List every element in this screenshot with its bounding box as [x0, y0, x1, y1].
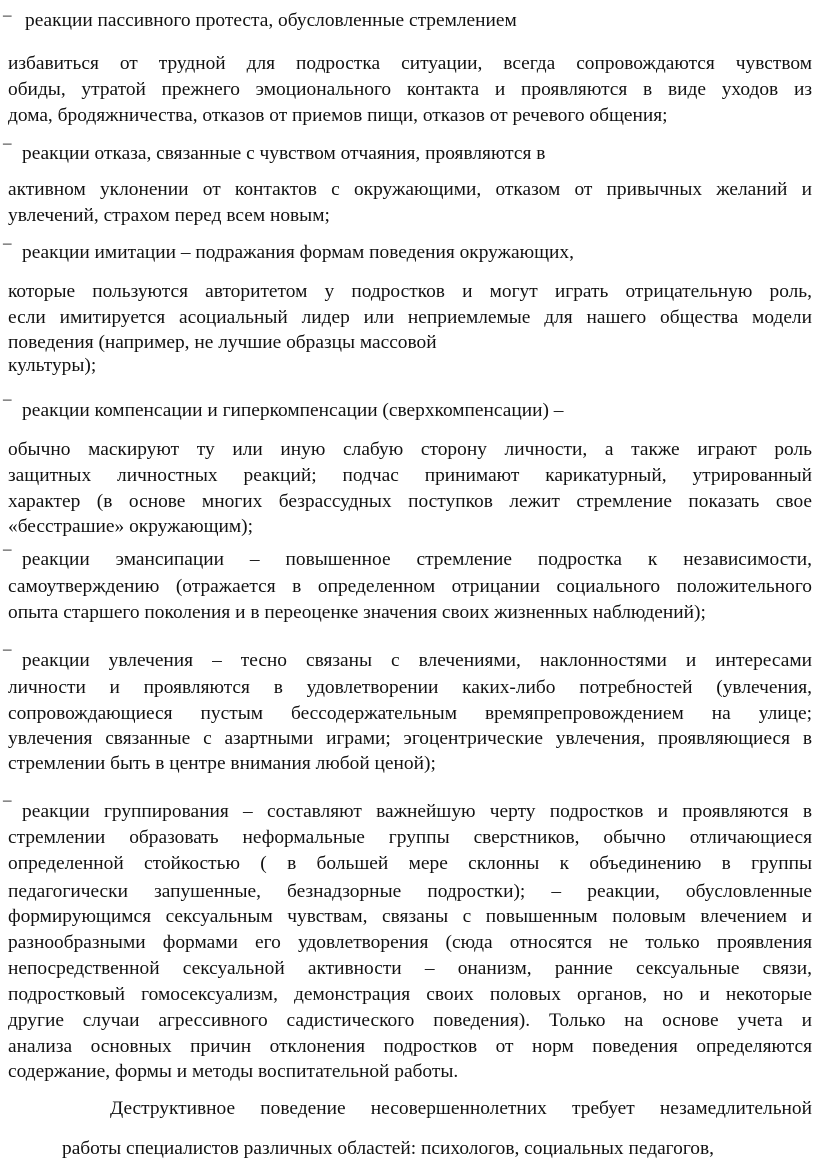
text-line: самоутверждению (отражается в определенном отрицании социального положительного [8, 576, 812, 597]
text-line: увлечений, страхом перед всем новым; [8, 205, 330, 226]
text-line: поведения (например, не лучшие образцы массовой [8, 332, 437, 353]
text-line: которые пользуются авторитетом у подростков и могут играть отрицательную роль, [8, 281, 812, 302]
item-lead-line: реакции группирования – составляют важнейшую черту подростков и проявляются в [22, 801, 812, 822]
text-line: если имитируется асоциальный лидер или неприемлемые для нашего общества модели [8, 307, 812, 328]
text-line: стремлении быть в центре внимания любой ценой); [8, 753, 436, 774]
bullet-dash: – [3, 539, 12, 558]
text-line: формирующимся сексуальным чувствам, связаны с повышенным половым влечением и [8, 906, 812, 927]
text-line: другие случаи агрессивного садистического поведения). Только на основе учета и [8, 1010, 812, 1031]
text-line: стремлении образовать неформальные группы сверстников, обычно отличающиеся [8, 827, 812, 848]
text-line: обиды, утратой прежнего эмоционального контакта и проявляются в виде уходов из [8, 79, 812, 100]
bullet-dash: – [3, 790, 12, 809]
item-lead-line: реакции имитации – подражания формам поведения окружающих, [22, 242, 574, 263]
text-line: «бесстрашие» окружающим); [8, 516, 253, 537]
text-line: избавиться от трудной для подростка ситуации, всегда сопровождаются чувством [8, 53, 812, 74]
text-line: обычно маскируют ту или иную слабую сторону личности, а также играют роль [8, 439, 812, 460]
item-lead-line: реакции увлечения – тесно связаны с влечениями, наклонностями и интересами [22, 650, 812, 671]
text-line: активном уклонении от контактов с окружающими, отказом от привычных желаний и [8, 179, 812, 200]
bullet-dash: – [3, 133, 12, 152]
text-line: увлечения связанные с азартными играми; эгоцентрические увлечения, проявляющиеся в [8, 728, 812, 749]
bullet-dash: – [3, 639, 12, 658]
bullet-dash: – [3, 233, 12, 252]
item-lead-line: реакции отказа, связанные с чувством отчаяния, проявляются в [22, 143, 546, 164]
text-line: содержание, формы и методы воспитательной работы. [8, 1061, 459, 1082]
text-line: характер (в основе многих безрассудных поступков лежит стремление показать свое [8, 491, 812, 512]
paragraph-line: работы специалистов различных областей: психологов, социальных педагогов, [62, 1138, 715, 1159]
text-line: культуры); [8, 355, 97, 376]
item-lead-line: реакции компенсации и гиперкомпенсации (сверхкомпенсации) – [22, 400, 564, 421]
text-line: сопровождающиеся пустым бессодержательным времяпрепровождением на улице; [8, 703, 812, 724]
item-lead-line: реакции пассивного протеста, обусловленные стремлением [25, 10, 517, 31]
text-line: защитных личностных реакций; подчас принимают карикатурный, утрированный [8, 465, 812, 486]
text-line: разнообразными формами его удовлетворения (сюда относятся не только проявления [8, 932, 812, 953]
text-line: опыта старшего поколения и в переоценке значения своих жизненных наблюдений); [8, 602, 706, 623]
item-lead-line: реакции эмансипации – повышенное стремление подростка к независимости, [22, 549, 812, 570]
bullet-dash: – [3, 389, 12, 408]
text-line: непосредственной сексуальной активности – онанизм, ранние сексуальные связи, [8, 958, 812, 979]
text-line: личности и проявляются в удовлетворении каких-либо потребностей (увлечения, [8, 677, 812, 698]
text-line: определенной стойкостью ( в большей мере склонны к объединению в группы [8, 853, 812, 874]
paragraph-first-line: Деструктивное поведение несовершеннолетних требует незамедлительной [110, 1098, 812, 1119]
text-line: анализа основных причин отклонения подростков от норм поведения определяются [8, 1036, 812, 1057]
bullet-dash: – [3, 5, 12, 24]
text-line: педагогически запушенные, безнадзорные подростки); – реакции, обусловленные [8, 881, 812, 902]
text-line: подростковый гомосексуализм, демонстрация своих половых органов, но и некоторые [8, 984, 812, 1005]
text-line: дома, бродяжничества, отказов от приемов пищи, отказов от речевого общения; [8, 105, 668, 126]
